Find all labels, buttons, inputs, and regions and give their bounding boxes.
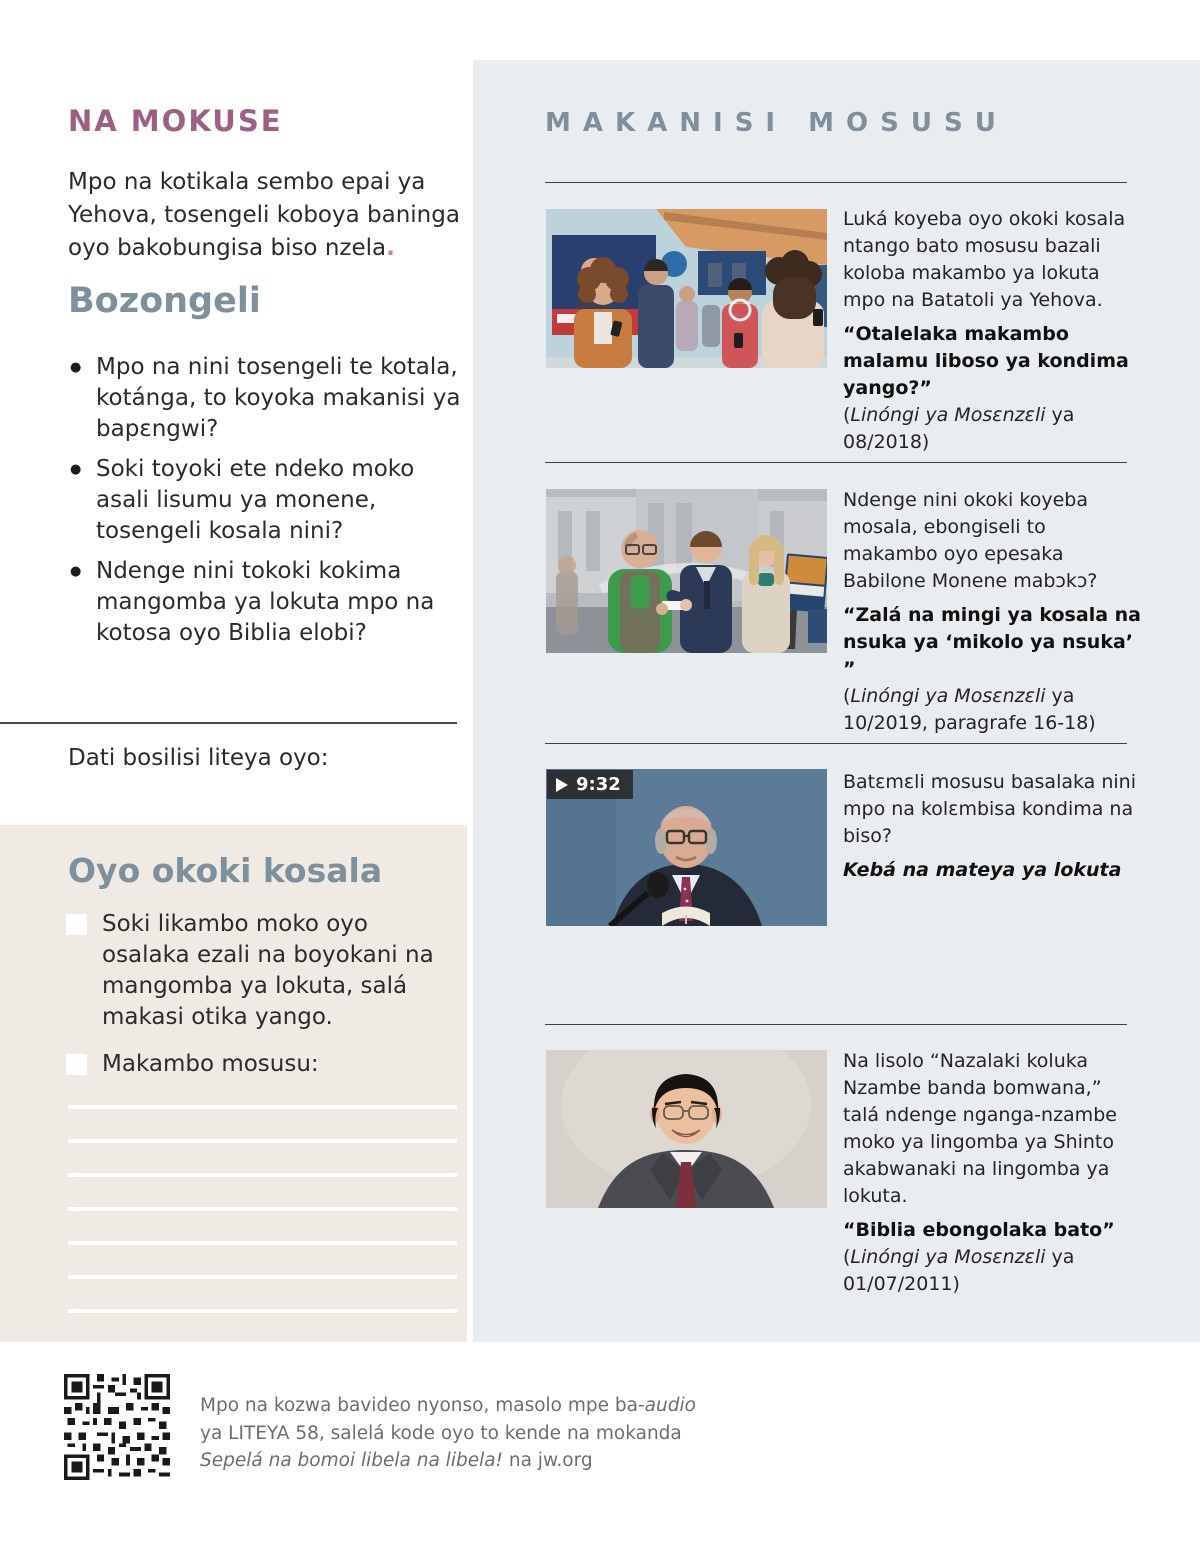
ref-publication: Linóngi ya Mosɛnzɛli (850, 1246, 1046, 1268)
ref-publication: Linóngi ya Mosɛnzɛli (850, 404, 1046, 426)
photo-smiling-man-portrait (546, 1050, 827, 1208)
idea-body: Batɛmɛli mosusu basalaka nini mpo na kolɛmbisa kondima na biso? (843, 771, 1136, 847)
ref-issue: ya 10/2019, paragrafe 16-18) (843, 685, 1096, 734)
news-screens-illustration[interactable] (546, 209, 827, 368)
writing-line[interactable] (68, 1207, 457, 1211)
idea-article-link[interactable]: “Zalá na mingi ya kosala na nsuka ya ‘mikolo ya nsuka’ ” (843, 604, 1141, 680)
play-icon (556, 778, 568, 792)
review-question: ● Soki toyoki ete ndeko moko asali lisumu ya monene, tosengeli kosala nini? (68, 454, 470, 547)
action-box-title: Oyo okoki kosala (68, 851, 383, 890)
video-duration-badge (547, 770, 633, 799)
footer-jworg-link[interactable]: na jw.org (502, 1450, 593, 1471)
footer-book-title: Sepelá na bomoi libela na libela! (200, 1450, 503, 1471)
row-divider (545, 182, 1127, 183)
review-question-list (68, 352, 470, 658)
footer-instructions (200, 1392, 780, 1475)
ref-issue: ya 01/07/2011) (843, 1246, 1075, 1295)
summary-intro (68, 166, 466, 265)
portrait-photo[interactable] (546, 1050, 827, 1208)
ref-open: ( (843, 685, 851, 707)
idea-article-link[interactable]: “Otalelaka makambo malamu liboso ya kondima yango?” (843, 323, 1129, 399)
writing-line[interactable] (68, 1105, 457, 1109)
summary-title: NA MOKUSE (68, 104, 283, 138)
row-divider (545, 743, 1127, 744)
more-ideas-title: MAKANISI MOSUSU (545, 108, 1008, 138)
more-ideas-panel (473, 60, 1200, 1342)
idea-body: Ndenge nini okoki koyeba mosala, ebongiseli to makambo oyo epesaka Babilone Monene mabɔkɔ? (843, 489, 1098, 592)
writing-line[interactable] (68, 1275, 457, 1279)
row-divider (545, 462, 1127, 463)
action-item-label: Makambo mosusu: (102, 1051, 319, 1077)
review-question: ● Ndenge nini tokoki kokima mangomba ya lokuta mpo na kotosa oyo Biblia elobi? (68, 556, 470, 649)
idea-video-link[interactable]: Kebá na mateya ya lokuta (843, 859, 1122, 881)
footer-line1-italic: audio (644, 1395, 696, 1416)
action-item (66, 909, 438, 1033)
photo-street-witnessing (546, 489, 827, 653)
accent-period: . (386, 235, 395, 261)
action-box (0, 825, 467, 1342)
footer-line2: ya LITEYA 58, salelá kode oyo to kende na mokanda (200, 1422, 682, 1444)
row-divider (545, 1024, 1127, 1025)
idea-item-text (843, 1048, 1141, 1298)
idea-source (843, 1244, 1141, 1298)
idea-source (843, 683, 1141, 737)
ref-open: ( (843, 404, 851, 426)
action-item (66, 1049, 438, 1080)
qr-code-pattern (64, 1374, 170, 1480)
writing-line[interactable] (68, 1241, 457, 1245)
idea-source (843, 402, 1141, 456)
idea-body: Luká koyeba oyo okoki kosala ntango bato mosusu bazali koloba makambo ya lokuta mpo na Batatoli ya Yehova. (843, 208, 1126, 311)
checkbox[interactable] (66, 1054, 87, 1075)
action-item-label: Soki likambo moko oyo osalaka ezali na boyokani na mangomba ya lokuta, salá makasi otika yango. (102, 911, 434, 1030)
writing-line[interactable] (68, 1309, 457, 1313)
writing-line[interactable] (68, 1173, 457, 1177)
idea-article-link[interactable]: “Biblia ebongolaka bato” (843, 1219, 1115, 1241)
video-duration: 9:32 (576, 774, 621, 795)
review-question: ● Mpo na nini tosengeli te kotala, kotánga, to koyoka makanisi ya bapɛngwi? (68, 352, 470, 445)
summary-intro-text: Mpo na kotikala sembo epai ya Yehova, tosengeli koboya baninga oyo bakobungisa biso nzela (68, 169, 460, 261)
idea-item-text (843, 769, 1141, 884)
illustration-people-watching-news (546, 209, 827, 368)
qr-code (64, 1374, 170, 1480)
cart-witnessing-photo[interactable] (546, 489, 827, 653)
review-section-title: Bozongeli (68, 281, 261, 321)
left-divider (0, 722, 457, 724)
video-thumbnail[interactable] (546, 769, 827, 926)
writing-line[interactable] (68, 1139, 457, 1143)
footer-line1: Mpo na kozwa bavideo nyonso, masolo mpe ba- (200, 1395, 645, 1416)
ref-publication: Linóngi ya Mosɛnzɛli (850, 685, 1046, 707)
idea-body: Na lisolo “Nazalaki koluka Nzambe banda bomwana,” talá ndenge nganga-nzambe moko ya lingomba ya Shinto akabwanaki na lingomba ya lokuta. (843, 1050, 1117, 1207)
ref-open: ( (843, 1246, 851, 1268)
ref-issue: ya 08/2018) (843, 404, 1075, 453)
checkbox[interactable] (66, 914, 87, 935)
idea-item-text (843, 487, 1141, 737)
idea-item-text (843, 206, 1141, 456)
completion-date-label: Dati bosilisi liteya oyo: (68, 745, 329, 771)
